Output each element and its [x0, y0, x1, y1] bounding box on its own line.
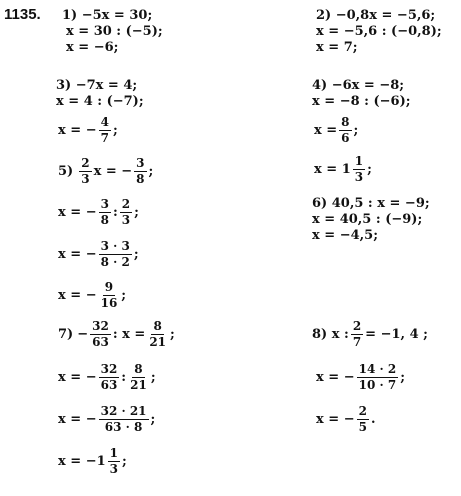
fraction: $\frac{2}{7}$ [352, 319, 362, 349]
problem-2-line-2: x = −5,6 : (−0,8); [316, 24, 442, 39]
fraction: $\frac{3}{8}$ [136, 156, 145, 186]
fraction: $\frac{8}{21}$ [149, 319, 167, 349]
problem-5-line-2: x = − $\frac{3}{8}$ : 2 3 ; [58, 197, 139, 227]
problem-6-line-2: x = 40,5 : (−9); [312, 212, 423, 227]
problem-2-line-1: 2) −0,8x = −5,6; [316, 8, 436, 23]
problem-1-line-1: 1) −5x = 30; [62, 8, 153, 23]
problem-3-line-1: 3) −7x = 4; [56, 78, 138, 93]
fraction: 2 3 [121, 197, 131, 227]
fraction: $\frac{32}{63}$ [100, 362, 118, 392]
problem-5-line-3: x = − $\frac{3 \cdot 3}{8 \cdot 2}$ ; [58, 239, 139, 269]
problem-7-line-4: x = −1 1 3 ; [58, 446, 127, 476]
problem-2 [316, 8, 442, 56]
fraction: $\frac{3 \cdot 3}{8 \cdot 2}$ [100, 239, 130, 269]
problem-3-line-3: x = − $\frac{4}{7}$ ; [58, 115, 118, 145]
problem-7-line-1: 7) − $\frac{32}{63}$ : x = $\frac{8}{21}$ ; [58, 319, 175, 349]
problem-1-line-3: x = −6; [66, 40, 119, 55]
fraction: 1 3 [354, 154, 364, 184]
problem-7-line-3: x = − $\frac{32 \cdot 21}{63 \cdot 8}$ ; [58, 404, 156, 434]
fraction: $\frac{2}{5}$ [358, 404, 367, 434]
problem-4-line-3: x = $\frac{8}{6}$ ; [314, 115, 359, 145]
problem-8-line-1: 8) x : $\frac{2}{7}$ = −1, 4 ; [312, 319, 428, 349]
fraction: $\frac{8}{6}$ [341, 115, 350, 145]
problem-8-line-2: x = − $\frac{14 \cdot 2}{10 \cdot 7}$ ; [316, 362, 405, 392]
problem-4-line-4: x = 1 1 3 ; [314, 154, 372, 184]
fraction: 1 3 [109, 446, 118, 476]
problem-4-line-1: 4) −6x = −8; [312, 78, 405, 93]
problem-6 [312, 196, 430, 244]
problem-3-line-2: x = 4 : (−7); [56, 94, 144, 109]
problem-5-line-1: 5) 2 3 x = − $\frac{3}{8}$ ; [58, 156, 154, 186]
fraction: $\frac{14 \cdot 2}{10 \cdot 7}$ [358, 362, 397, 392]
problem-4 [312, 78, 411, 110]
fraction: $\frac{32 \cdot 21}{63 \cdot 8}$ [100, 404, 147, 434]
problem-number: 1135. [4, 6, 41, 23]
fraction: $\frac{4}{7}$ [100, 115, 109, 145]
fraction: 2 3 [81, 156, 90, 186]
problem-6-line-1: 6) 40,5 : x = −9; [312, 196, 430, 211]
problem-1 [62, 8, 163, 56]
fraction: 8 21 [130, 362, 147, 392]
fraction: $\frac{32}{63}$ [92, 319, 109, 349]
problem-8-line-3: x = − $\frac{2}{5}$ . [316, 404, 376, 434]
problem-2-line-3: x = 7; [316, 40, 358, 55]
problem-3 [56, 78, 144, 110]
fraction: $\frac{9}{16}$ [100, 280, 118, 310]
problem-7-line-2: x = − $\frac{32}{63}$ : 8 21 ; [58, 362, 156, 392]
fraction: $\frac{3}{8}$ [100, 197, 109, 227]
problem-4-line-2: x = −8 : (−6); [312, 94, 411, 109]
problem-5-line-4: x = − $\frac{9}{16}$ ; [58, 280, 127, 310]
problem-6-line-3: x = −4,5; [312, 228, 379, 243]
problem-1-line-2: x = 30 : (−5); [66, 24, 163, 39]
